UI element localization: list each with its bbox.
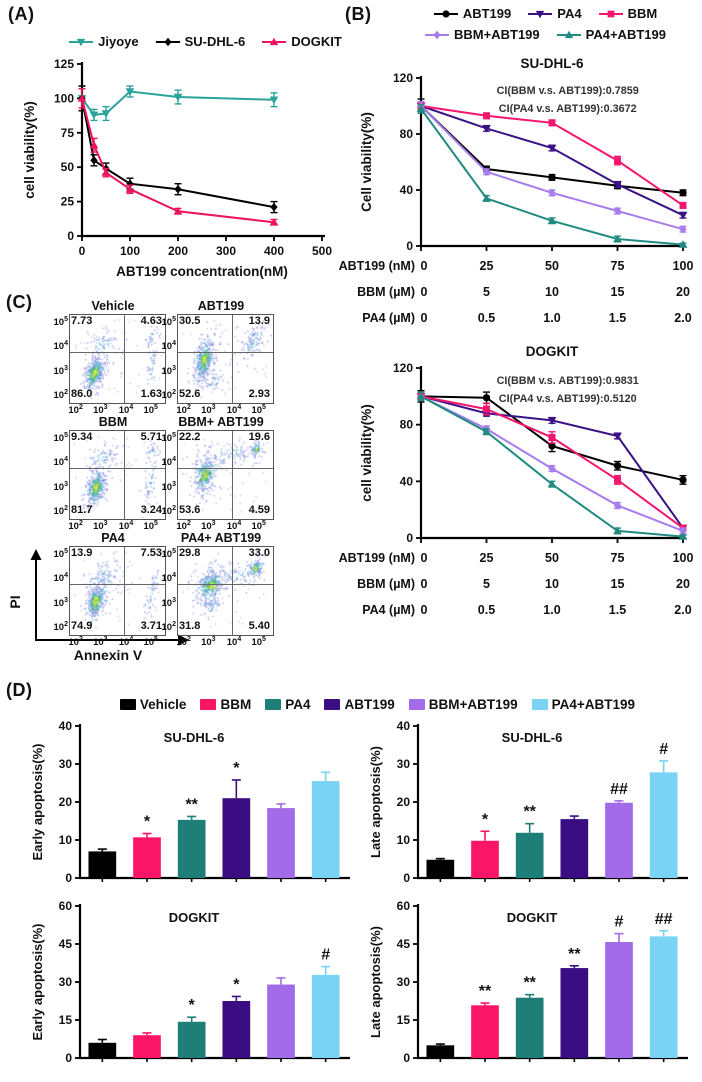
x-tick-label: $10^4$ [118, 636, 134, 649]
svg-text:**: ** [523, 974, 536, 992]
svg-text:0: 0 [403, 871, 410, 885]
svg-text:30: 30 [58, 975, 72, 989]
y-tick-label: $10^5$ [161, 315, 176, 328]
svg-text:500: 500 [311, 244, 333, 258]
flow-abt199 [151, 299, 283, 417]
svg-text:PI: PI [7, 595, 23, 609]
flow-plot-title: Vehicle [91, 299, 135, 313]
svg-text:*: * [233, 759, 240, 777]
svg-text:0: 0 [420, 603, 428, 617]
svg-text:120: 120 [392, 361, 413, 375]
svg-text:Cell viability(%): Cell viability(%) [359, 112, 374, 212]
svg-text:0: 0 [420, 577, 428, 591]
svg-text:*: * [188, 997, 195, 1015]
legend-label: PA4 [285, 697, 311, 712]
x-tick-label: $10^4$ [226, 404, 242, 417]
quadrant-ll-value: 31.8 [179, 620, 201, 632]
panel-d-legend [55, 697, 700, 712]
svg-text:Late apoptosis(%): Late apoptosis(%) [368, 746, 383, 858]
svg-text:20: 20 [58, 795, 72, 809]
svg-text:Annexin V: Annexin V [73, 647, 143, 663]
x-tick-label: $10^2$ [68, 636, 83, 649]
x-tick-label: $10^4$ [118, 404, 134, 417]
svg-text:50: 50 [545, 259, 559, 273]
svg-text:1.5: 1.5 [608, 603, 627, 617]
quadrant-ul-value: 9.34 [71, 431, 93, 443]
y-tick-label: $10^5$ [53, 547, 68, 560]
svg-text:40: 40 [399, 183, 413, 197]
quadrant-ul-value: 29.8 [179, 547, 201, 559]
svg-text:ABT199 (nM): ABT199 (nM) [338, 259, 415, 273]
svg-text:15: 15 [58, 1013, 72, 1027]
svg-text:ABT199 concentration(nM): ABT199 concentration(nM) [116, 264, 288, 279]
x-tick-label: $10^3$ [93, 520, 108, 533]
quadrant-ul-value: 22.2 [179, 431, 201, 443]
svg-text:*: * [233, 976, 240, 994]
y-tick-label: $10^3$ [161, 597, 176, 610]
svg-text:cell viability(%): cell viability(%) [22, 101, 37, 199]
legend-swatch [324, 699, 340, 710]
svg-text:60: 60 [396, 899, 410, 913]
legend-label: BBM+ABT199 [454, 27, 540, 42]
svg-text:0.5: 0.5 [477, 311, 496, 325]
svg-text:SU-DHL-6: SU-DHL-6 [520, 56, 584, 71]
legend-label: ABT199 [344, 697, 395, 712]
quadrant-ll-value: 53.6 [179, 504, 201, 516]
svg-text:1.0: 1.0 [543, 603, 561, 617]
svg-text:#: # [321, 946, 331, 964]
svg-text:0.5: 0.5 [477, 603, 496, 617]
svg-text:45: 45 [58, 937, 72, 951]
x-tick-label: $10^2$ [176, 404, 191, 417]
legend-label: DOGKIT [291, 34, 342, 49]
svg-text:120: 120 [392, 71, 413, 85]
flow-plot-title: PA4 [101, 531, 125, 545]
x-tick-label: $10^5$ [251, 404, 266, 417]
flow-bbm-abt199 [151, 415, 283, 533]
svg-text:cell viability(%): cell viability(%) [359, 404, 374, 502]
svg-text:300: 300 [215, 244, 237, 258]
x-tick-label: $10^5$ [143, 520, 158, 533]
y-tick-label: $10^4$ [161, 340, 176, 353]
quadrant-lr-value: 3.24 [140, 504, 162, 516]
svg-text:10: 10 [545, 285, 559, 299]
legend-label: BBM [220, 697, 252, 712]
panel-c-label: (C) [6, 292, 33, 312]
legend-label: Vehicle [139, 697, 187, 712]
flow-plot-title: BBM [98, 415, 128, 429]
quadrant-ur-value: 19.6 [248, 431, 270, 443]
svg-text:0: 0 [406, 531, 413, 545]
svg-text:DOGKIT: DOGKIT [168, 910, 220, 925]
y-tick-label: $10^4$ [161, 456, 176, 469]
svg-text:*: * [481, 811, 489, 829]
y-tick-label: $10^5$ [161, 547, 176, 560]
svg-text:75: 75 [60, 125, 74, 140]
y-tick-label: $10^5$ [53, 315, 68, 328]
y-tick-label: $10^2$ [161, 620, 176, 633]
panel-b-legend-item-pa4 [527, 6, 581, 21]
svg-text:20: 20 [396, 795, 410, 809]
legend-swatch [265, 699, 281, 710]
panel-d-legend-item-vehicle [120, 697, 187, 712]
legend-label: PA4+ABT199 [585, 27, 666, 42]
chart-su-dhl-6-viability [338, 56, 702, 326]
y-tick-label: $10^3$ [161, 365, 176, 378]
svg-text:0: 0 [420, 551, 428, 565]
svg-text:40: 40 [396, 719, 410, 733]
x-tick-label: $10^4$ [226, 520, 242, 533]
quadrant-lr-value: 4.59 [248, 504, 270, 516]
y-tick-label: $10^3$ [53, 481, 68, 494]
y-tick-label: $10^4$ [53, 456, 68, 469]
y-tick-label: $10^3$ [161, 481, 176, 494]
panel-b-label: (B) [345, 4, 372, 24]
svg-text:PA4 (µM): PA4 (µM) [362, 603, 415, 617]
panel-b-legend-item-bbm [598, 6, 658, 21]
quadrant-ul-value: 30.5 [179, 315, 201, 327]
svg-text:100: 100 [672, 551, 694, 565]
svg-text:CI(BBM v.s. ABT199):0.7859: CI(BBM v.s. ABT199):0.7859 [496, 85, 639, 97]
quadrant-lr-value: 3.71 [140, 620, 162, 632]
y-tick-label: $10^2$ [53, 504, 68, 517]
svg-text:Early apoptosis(%): Early apoptosis(%) [30, 743, 45, 861]
svg-text:0: 0 [420, 285, 428, 299]
legend-swatch [200, 699, 216, 710]
panel-d-legend-item-bbm-abt199 [409, 697, 518, 712]
quadrant-ur-value: 4.63 [140, 315, 162, 327]
svg-text:30: 30 [396, 975, 410, 989]
svg-text:BBM (µM): BBM (µM) [357, 577, 415, 591]
svg-text:100: 100 [672, 259, 694, 273]
quadrant-ur-value: 33.0 [248, 547, 270, 559]
x-tick-label: $10^3$ [201, 520, 216, 533]
legend-label: SU-DHL-6 [184, 34, 246, 49]
x-tick-label: $10^2$ [176, 520, 191, 533]
quadrant-lr-value: 2.93 [248, 388, 270, 400]
svg-text:20: 20 [676, 577, 690, 591]
x-tick-label: $10^3$ [93, 636, 108, 649]
svg-text:2.0: 2.0 [674, 603, 692, 617]
svg-text:20: 20 [676, 285, 690, 299]
svg-text:0: 0 [406, 239, 413, 253]
svg-text:30: 30 [58, 757, 72, 771]
y-tick-label: $10^2$ [161, 504, 176, 517]
svg-text:45: 45 [396, 937, 410, 951]
x-tick-label: $10^4$ [226, 636, 242, 649]
svg-text:##: ## [654, 910, 673, 928]
legend-label: PA4+ABT199 [551, 697, 636, 712]
legend-label: ABT199 [462, 6, 512, 21]
svg-text:CI(PA4 v.s. ABT199):0.3672: CI(PA4 v.s. ABT199):0.3672 [498, 103, 637, 115]
chart-early-apoptosis-su-dhl-6 [28, 716, 358, 898]
svg-text:Early apoptosis(%): Early apoptosis(%) [30, 923, 45, 1041]
panel-d-legend-item-pa4-abt199 [532, 697, 635, 712]
svg-text:**: ** [185, 796, 198, 814]
panel-d-legend-item-pa4 [265, 697, 310, 712]
svg-text:80: 80 [399, 127, 413, 141]
chart-dogkit-viability [338, 344, 702, 640]
x-tick-label: $10^4$ [118, 520, 134, 533]
svg-text:75: 75 [610, 551, 625, 565]
svg-text:Late apoptosis(%): Late apoptosis(%) [368, 926, 383, 1038]
svg-text:25: 25 [479, 551, 494, 565]
panel-d-legend-item-abt199 [324, 697, 394, 712]
y-tick-label: $10^4$ [53, 340, 68, 353]
quadrant-ur-value: 7.53 [140, 547, 162, 559]
panel-b-legend-item-bbm-abt199 [424, 27, 540, 42]
legend-label: Jiyoye [98, 34, 139, 49]
legend-swatch [409, 699, 425, 710]
quadrant-ul-value: 7.73 [71, 315, 93, 327]
quadrant-ll-value: 74.9 [71, 620, 93, 632]
svg-text:ABT199 (nM): ABT199 (nM) [338, 551, 415, 565]
svg-text:60: 60 [58, 899, 72, 913]
quadrant-ur-value: 13.9 [248, 315, 270, 327]
panel-a-label: (A) [8, 4, 35, 24]
svg-text:80: 80 [399, 417, 413, 432]
svg-text:0: 0 [420, 311, 428, 325]
svg-text:0: 0 [403, 1051, 410, 1065]
y-tick-label: $10^3$ [53, 597, 68, 610]
x-tick-label: $10^2$ [176, 636, 191, 649]
y-tick-label: $10^2$ [53, 620, 68, 633]
legend-label: PA4 [557, 6, 582, 21]
svg-text:2.0: 2.0 [674, 311, 692, 325]
svg-text:0: 0 [78, 244, 86, 258]
svg-text:100: 100 [53, 91, 74, 106]
legend-label: BBM [627, 6, 658, 21]
y-tick-label: $10^5$ [161, 431, 176, 444]
svg-text:40: 40 [58, 719, 72, 733]
svg-text:100: 100 [119, 244, 141, 258]
quadrant-ll-value: 81.7 [71, 504, 93, 516]
flow-pa4-abt199 [151, 531, 283, 649]
chart-late-apoptosis-su-dhl-6 [366, 716, 696, 898]
svg-text:**: ** [478, 983, 492, 1001]
svg-text:1.0: 1.0 [543, 311, 561, 325]
quadrant-lr-value: 1.63 [140, 388, 162, 400]
svg-text:#: # [614, 913, 624, 931]
svg-text:**: ** [568, 945, 581, 963]
panel-b-legend [388, 6, 702, 42]
svg-text:400: 400 [263, 244, 285, 258]
svg-text:10: 10 [545, 577, 559, 591]
svg-text:5: 5 [483, 577, 490, 591]
svg-text:0: 0 [65, 871, 72, 885]
quadrant-ll-value: 52.6 [179, 388, 201, 400]
svg-text:CI(PA4 v.s. ABT199):0.5120: CI(PA4 v.s. ABT199):0.5120 [498, 393, 637, 405]
svg-text:15: 15 [610, 285, 625, 299]
y-tick-label: $10^3$ [53, 365, 68, 378]
x-tick-label: $10^5$ [143, 636, 158, 649]
svg-text:50: 50 [545, 551, 559, 565]
x-tick-label: $10^3$ [201, 636, 216, 649]
svg-text:0: 0 [65, 1051, 72, 1065]
svg-text:0: 0 [67, 229, 74, 243]
svg-text:CI(BBM v.s. ABT199):0.9831: CI(BBM v.s. ABT199):0.9831 [496, 375, 639, 387]
quadrant-ll-value: 86.0 [71, 388, 93, 400]
y-tick-label: $10^4$ [53, 572, 68, 585]
svg-text:BBM (µM): BBM (µM) [357, 285, 415, 299]
chart-early-apoptosis-dogkit [28, 896, 358, 1078]
chart-late-apoptosis-dogkit [366, 896, 696, 1078]
svg-text:DOGKIT: DOGKIT [506, 910, 558, 925]
svg-text:0: 0 [420, 259, 428, 273]
quadrant-ul-value: 13.9 [71, 547, 93, 559]
quadrant-ur-value: 5.71 [140, 431, 162, 443]
svg-text:10: 10 [396, 833, 410, 847]
svg-text:*: * [143, 813, 151, 831]
x-tick-label: $10^3$ [93, 404, 108, 417]
svg-text:SU-DHL-6: SU-DHL-6 [501, 730, 563, 745]
x-tick-label: $10^5$ [251, 520, 266, 533]
panel-b-legend-item-abt199 [433, 6, 511, 21]
svg-text:200: 200 [167, 244, 189, 258]
panel-b-legend-item-pa4-abt199 [556, 27, 666, 42]
legend-label: BBM+ABT199 [428, 697, 518, 712]
y-tick-label: $10^5$ [53, 431, 68, 444]
svg-text:15: 15 [610, 577, 625, 591]
quadrant-lr-value: 5.40 [248, 620, 270, 632]
svg-text:DOGKIT: DOGKIT [525, 344, 579, 359]
svg-text:5: 5 [483, 285, 490, 299]
x-tick-label: $10^2$ [68, 404, 83, 417]
svg-text:PA4 (µM): PA4 (µM) [362, 311, 415, 325]
svg-text:50: 50 [60, 160, 74, 175]
flow-plot-title: BBM+ ABT199 [178, 415, 264, 429]
legend-swatch [120, 699, 136, 710]
legend-swatch [532, 699, 548, 710]
svg-text:125: 125 [53, 57, 74, 71]
svg-text:SU-DHL-6: SU-DHL-6 [163, 730, 225, 745]
x-tick-label: $10^5$ [143, 404, 158, 417]
panel-a-chart [18, 30, 344, 282]
svg-text:##: ## [610, 780, 628, 798]
svg-text:75: 75 [610, 259, 625, 273]
panel-d-legend-item-bbm [200, 697, 251, 712]
svg-text:30: 30 [396, 757, 410, 771]
x-tick-label: $10^2$ [68, 520, 83, 533]
x-tick-label: $10^5$ [251, 636, 266, 649]
svg-text:15: 15 [396, 1013, 410, 1027]
svg-text:40: 40 [399, 474, 413, 489]
y-tick-label: $10^2$ [53, 388, 68, 401]
svg-text:10: 10 [58, 833, 72, 847]
svg-text:**: ** [523, 803, 536, 821]
svg-text:#: # [659, 740, 669, 758]
y-tick-label: $10^2$ [161, 388, 176, 401]
y-tick-label: $10^4$ [161, 572, 176, 585]
flow-plot-title: PA4+ ABT199 [180, 531, 262, 545]
flow-plot-title: ABT199 [197, 299, 245, 313]
svg-text:25: 25 [479, 259, 494, 273]
svg-text:25: 25 [60, 194, 74, 209]
svg-text:1.5: 1.5 [608, 311, 627, 325]
panel-d-label: (D) [6, 680, 33, 700]
x-tick-label: $10^3$ [201, 404, 216, 417]
